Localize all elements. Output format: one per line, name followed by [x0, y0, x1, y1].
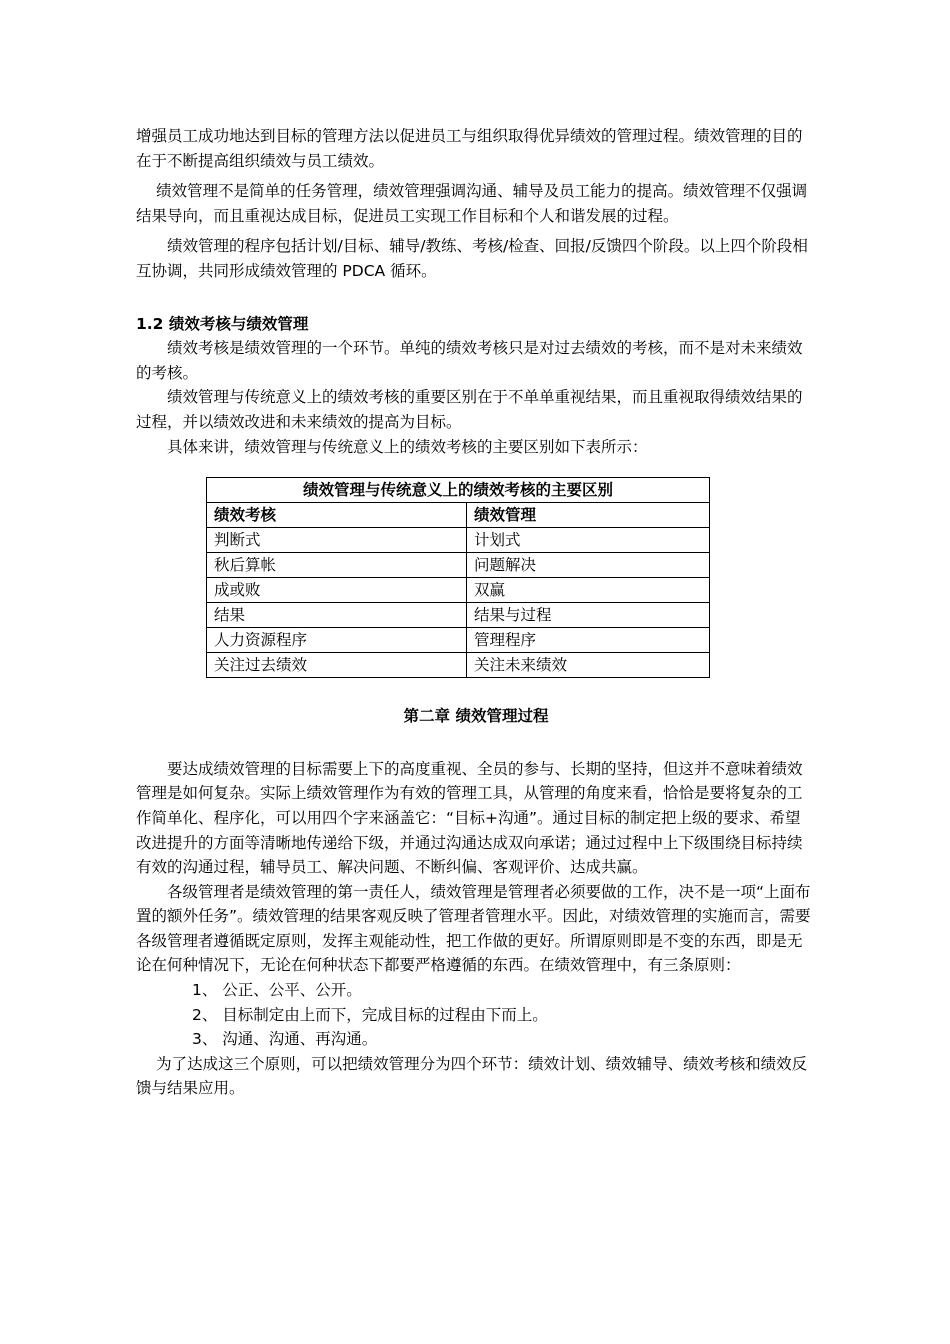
table-caption: 绩效管理与传统意义上的绩效考核的主要区别 — [207, 478, 710, 503]
comparison-table-wrapper — [206, 477, 710, 678]
section-1-2-paragraph-1: 绩效考核是绩效管理的一个环节。单纯的绩效考核只是对过去绩效的考核，而不是对未来绩效的考核。 — [136, 339, 803, 382]
table-cell: 问题解决 — [467, 553, 710, 578]
table-cell: 关注过去绩效 — [207, 653, 467, 678]
table-row — [207, 553, 710, 578]
intro-paragraph-1: 增强员工成功地达到目标的管理方法以促进员工与组织取得优异绩效的管理过程。绩效管理的目的在于不断提高组织绩效与员工绩效。 — [136, 127, 803, 170]
section-1-2-paragraph-3: 具体来讲，绩效管理与传统意义上的绩效考核的主要区别如下表所示： — [167, 437, 648, 456]
chapter-2-paragraph-1: 要达成绩效管理的目标需要上下的高度重视、全员的参与、长期的坚持，但这并不意味着绩效管理是如何复杂。实际上绩效管理作为有效的管理工具，从管理的角度来看，恰恰是要将复杂的工作简单化、程序化，可以用四个字来涵盖它：“目标+沟通”。通过目标的制定把上级的要求、希望改进提升的方面等清晰地传递给下级，并通过沟通达成双向承诺；通过过程中上下级围绕目标持续有效的沟通过程，辅导员工、解决问题、不断纠偏、客观评价、达成共赢。 — [136, 759, 803, 877]
table-row — [207, 653, 710, 678]
table-cell: 双赢 — [467, 578, 710, 603]
table-row — [207, 628, 710, 653]
table-caption-row — [207, 478, 710, 503]
table-header-appraisal: 绩效考核 — [207, 503, 467, 528]
table-cell: 秋后算帐 — [207, 553, 467, 578]
chapter-2-paragraph-3: 为了达成这三个原则，可以把绩效管理分为四个环节：绩效计划、绩效辅导、绩效考核和绩效反馈与结果应用。 — [136, 1054, 808, 1098]
chapter-2-paragraph-2: 各级管理者是绩效管理的第一责任人，绩效管理是管理者必须要做的工作，决不是一项“上面布置的额外任务”。绩效管理的结果客观反映了管理者管理水平。因此，对绩效管理的实施而言，需要各级管理者遵循既定原则，发挥主观能动性，把工作做的更好。所谓原则即是不变的东西，即是无论在何种情况下，无论在何种状态下都要严格遵循的东西。在绩效管理中，有三条原则： — [136, 882, 811, 975]
section-1-2-paragraph-2: 绩效管理与传统意义上的绩效考核的重要区别在于不单单重视结果，而且重视取得绩效结果的过程，并以绩效改进和未来绩效的提高为目标。 — [136, 388, 803, 431]
section-heading-1-2: 1.2 绩效考核与绩效管理 — [136, 314, 309, 333]
table-header-row — [207, 503, 710, 528]
intro-paragraph-2: 绩效管理不是简单的任务管理，绩效管理强调沟通、辅导及员工能力的提高。绩效管理不仅强调结果导向，而且重视达成目标，促进员工实现工作目标和个人和谐发展的过程。 — [136, 182, 808, 225]
principle-item-1: 1、 公正、公平、公开。 — [192, 981, 362, 1000]
principle-item-3: 3、 沟通、沟通、再沟通。 — [192, 1030, 378, 1049]
comparison-table — [206, 477, 710, 678]
table-row — [207, 603, 710, 628]
table-cell: 判断式 — [207, 528, 467, 553]
table-cell: 管理程序 — [467, 628, 710, 653]
table-cell: 关注未来绩效 — [467, 653, 710, 678]
table-cell: 计划式 — [467, 528, 710, 553]
table-cell: 结果与过程 — [467, 603, 710, 628]
intro-paragraph-3: 绩效管理的程序包括计划/目标、辅导/教练、考核/检查、回报/反馈四个阶段。以上四个阶段相互协调，共同形成绩效管理的 PDCA 循环。 — [136, 237, 808, 280]
table-cell: 成或败 — [207, 578, 467, 603]
chapter-2-heading: 第二章 绩效管理过程 — [403, 707, 549, 726]
table-cell: 人力资源程序 — [207, 628, 467, 653]
document-page — [136, 124, 816, 1101]
table-row — [207, 528, 710, 553]
table-cell: 结果 — [207, 603, 467, 628]
table-header-management: 绩效管理 — [467, 503, 710, 528]
table-row — [207, 578, 710, 603]
principle-item-2: 2、 目标制定由上而下，完成目标的过程由下而上。 — [192, 1005, 548, 1024]
